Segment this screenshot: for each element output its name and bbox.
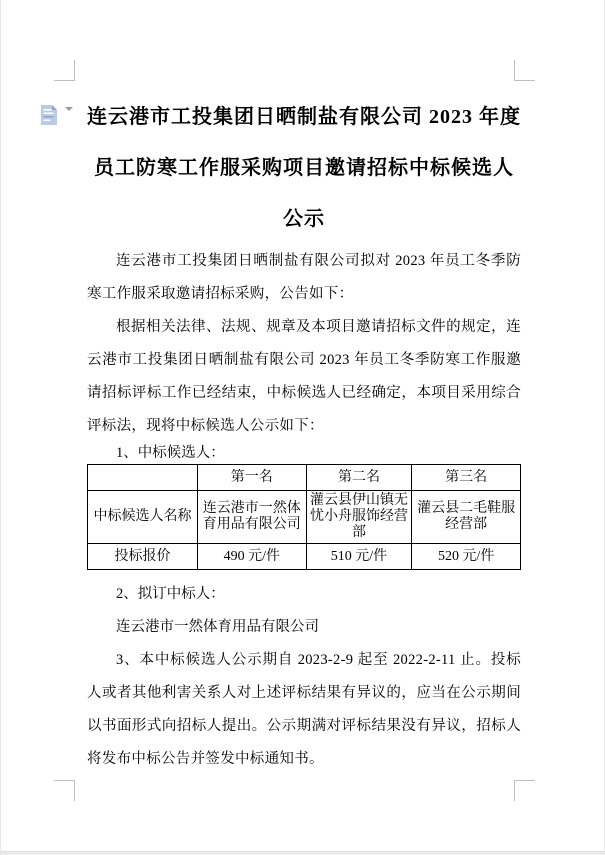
item1-heading: 1、中标候选人： (116, 445, 225, 461)
table-cell-name-second: 灌云县伊山镇无忧小舟服饰经营部 (306, 491, 412, 544)
candidates-table (87, 464, 521, 570)
paragraph-basis: 根据相关法律、法规、规章及本项目邀请招标文件的规定，连云港市工投集团日晒制盐有限公司 2023 年员工冬季防寒工作服邀请招标评标工作已经结束，中标候选人已经确定，本项目采用综合评标法，现将中标候选人公示如下： (87, 319, 521, 434)
paragraph-item3: 3、本中标候选人公示期自 2023-2-9 起至 2022-2-11 止。投标人或者其他利害关系人对上述评标结果有异议的，应当在公示期间以书面形式向招标人提出。公示期满对评标结果没有异议，招标人将发布中标公告并签发中标通知书。 (87, 652, 521, 767)
table-header-cell-first: 第一名 (197, 465, 306, 491)
document-title (87, 92, 521, 245)
table-row-candidate-names (88, 491, 521, 544)
table-cell-price-third: 520 元/件 (412, 544, 521, 570)
table-header-cell-third: 第三名 (412, 465, 521, 491)
item2-heading: 2、拟订中标人： (116, 586, 225, 602)
table-cell-label-price: 投标报价 (88, 544, 198, 570)
paste-options-widget[interactable] (38, 103, 78, 129)
table-row-bid-price (88, 544, 521, 570)
text-boundary-mark-top-left (54, 60, 75, 81)
table-cell-name-third: 灌云县二毛鞋服经营部 (412, 491, 521, 544)
page-bottom-edge (1, 851, 604, 855)
text-boundary-mark-top-right (514, 60, 535, 81)
title-line-3: 公示 (283, 208, 325, 230)
after-table-section (87, 578, 521, 776)
table-cell-label-names: 中标候选人名称 (88, 491, 198, 544)
table-cell-price-first: 490 元/件 (197, 544, 306, 570)
table-cell-price-second: 510 元/件 (306, 544, 412, 570)
document-body (87, 92, 521, 776)
text-boundary-mark-bottom-left (54, 780, 75, 801)
text-boundary-mark-bottom-right (514, 780, 535, 801)
table-header-row (88, 465, 521, 491)
table-cell-name-first: 连云港市一然体育用品有限公司 (197, 491, 306, 544)
paragraph-intro: 连云港市工投集团日晒制盐有限公司拟对 2023 年员工冬季防寒工作服采取邀请招标采购，公告如下： (87, 253, 521, 302)
table-header-cell-second: 第二名 (306, 465, 412, 491)
title-line-1: 连云港市工投集团日晒制盐有限公司 2023 年度 (87, 106, 521, 128)
table-header-cell-blank (88, 465, 198, 491)
item2-value: 连云港市一然体育用品有限公司 (116, 619, 319, 635)
chevron-down-icon[interactable] (65, 111, 74, 129)
paste-options-document-icon (38, 103, 60, 132)
title-line-2: 员工防寒工作服采购项目邀请招标中标候选人 (94, 157, 514, 179)
